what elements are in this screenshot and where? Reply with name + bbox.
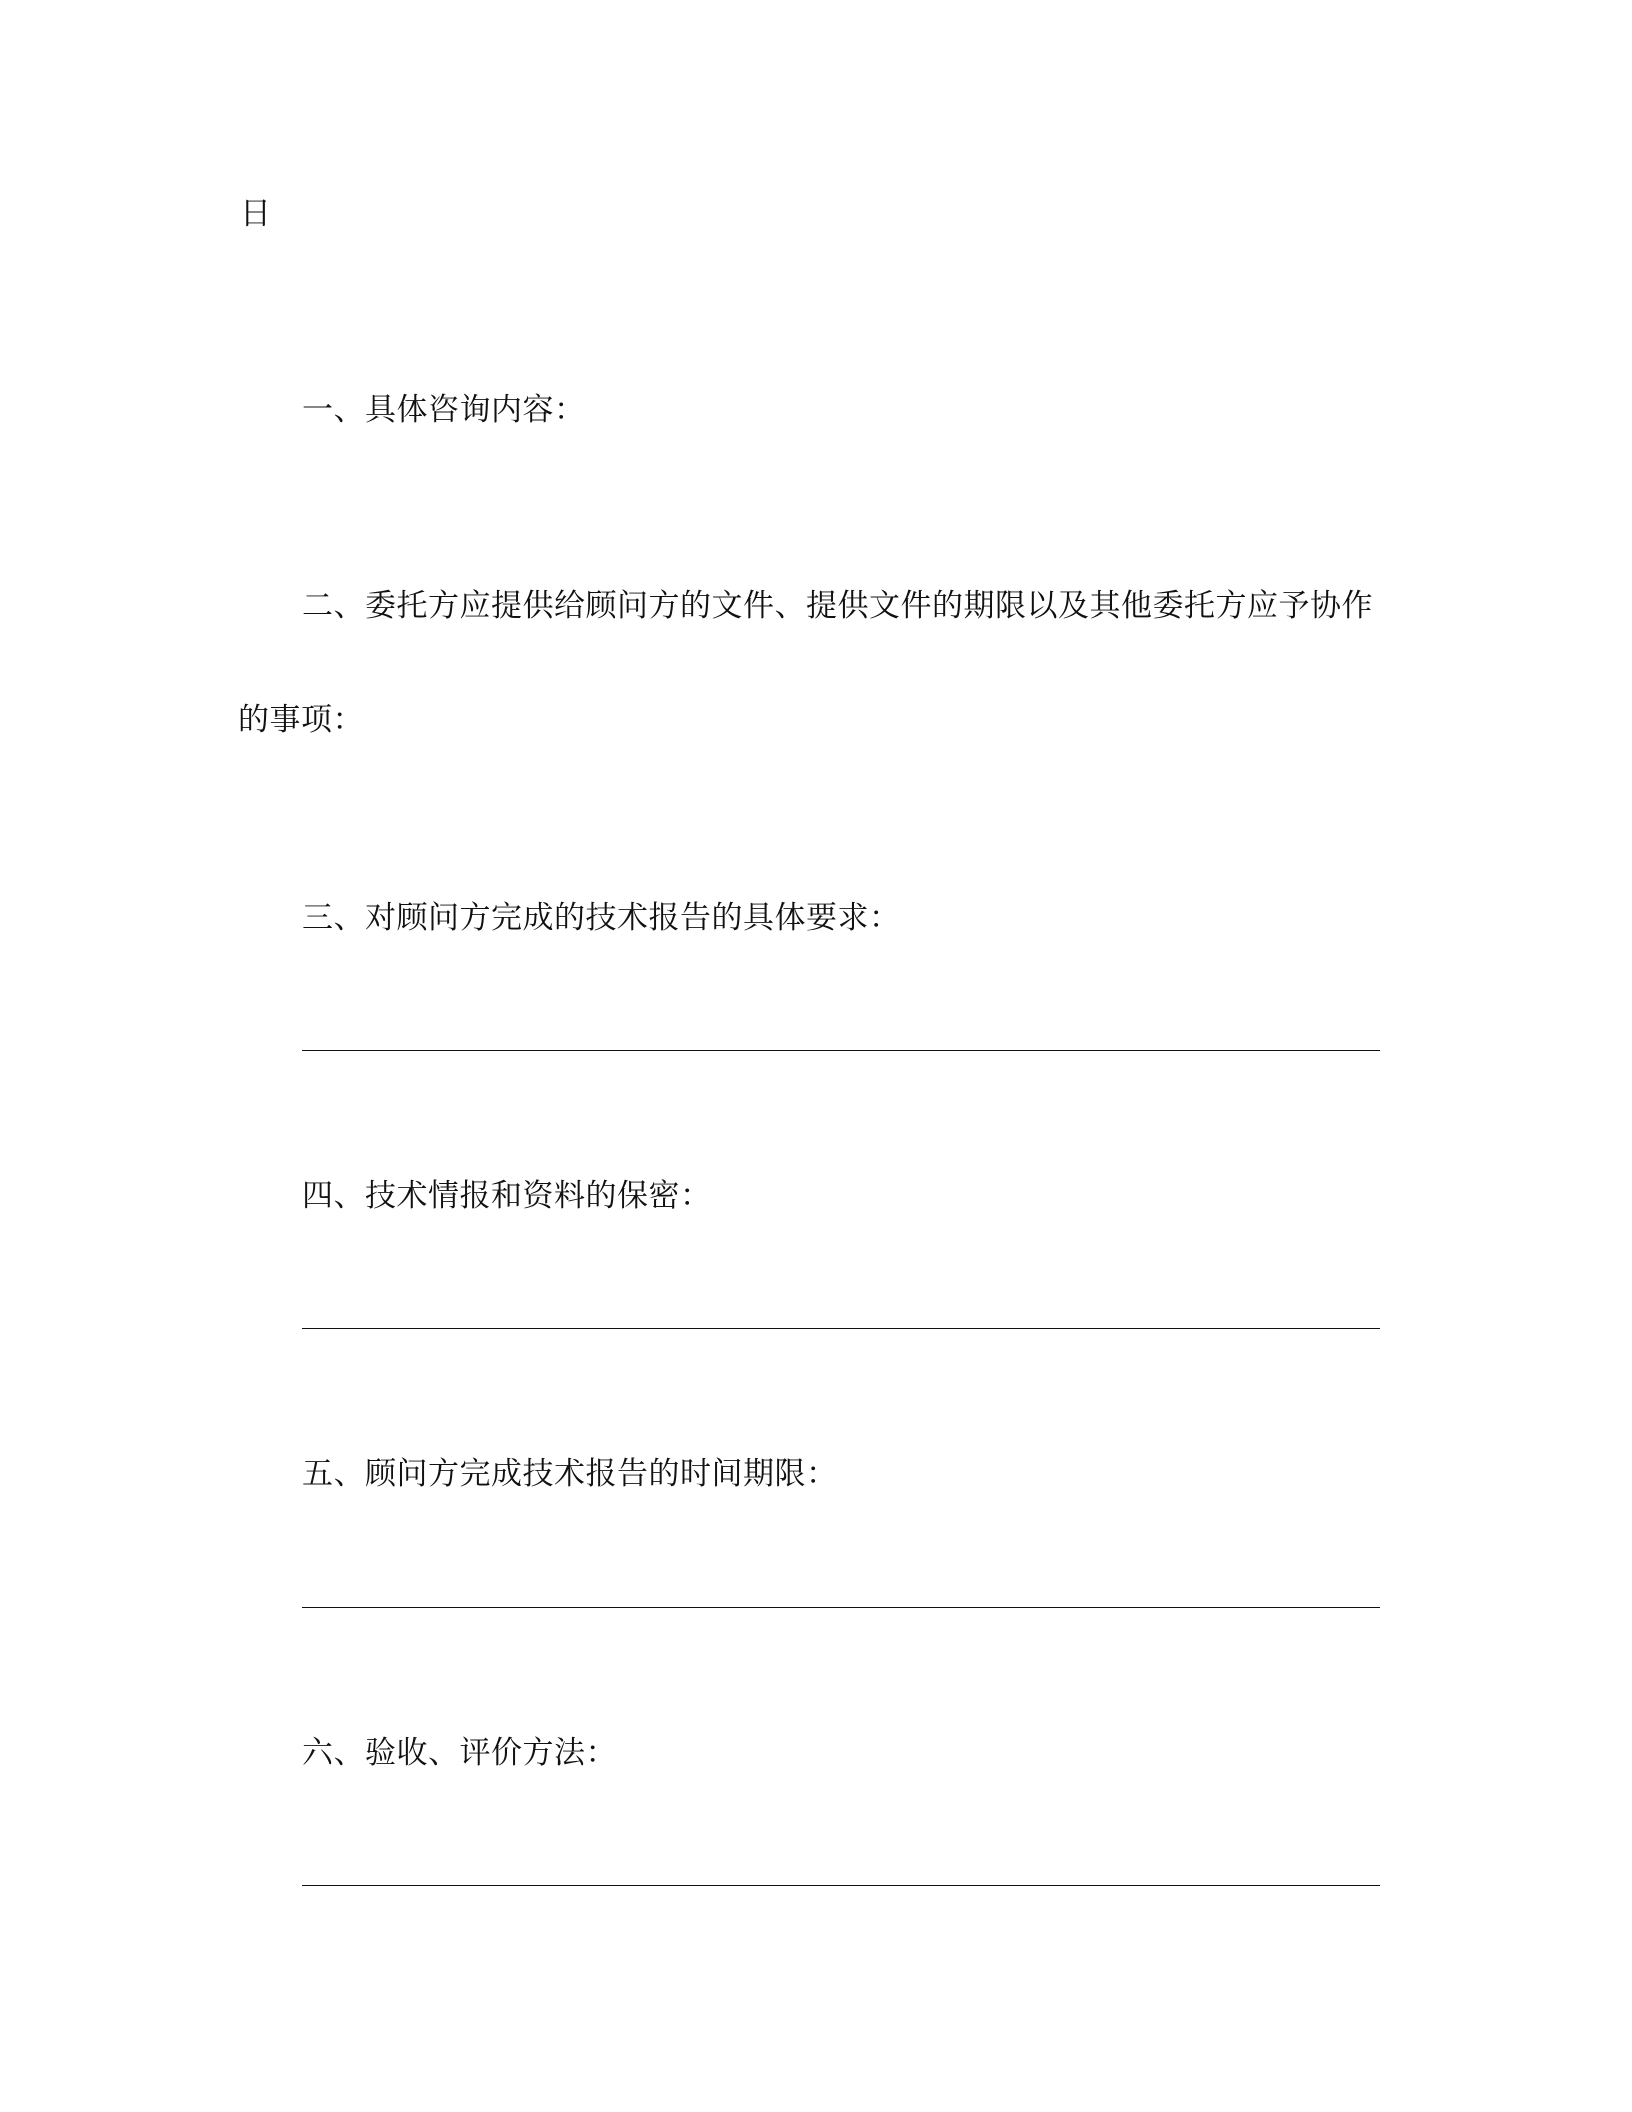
section-3-heading: 三、对顾问方完成的技术报告的具体要求： (302, 900, 901, 936)
section-4-blank-line (302, 1328, 1380, 1329)
section-5-blank-line (302, 1607, 1380, 1608)
section-3-blank-line (302, 1050, 1380, 1051)
section-4-heading: 四、技术情报和资料的保密： (302, 1178, 712, 1214)
section-1-heading: 一、具体咨询内容： (302, 392, 586, 428)
section-6-blank-line (302, 1885, 1380, 1886)
section-6-heading: 六、验收、评价方法： (302, 1735, 617, 1771)
section-2-heading-line1: 二、委托方应提供给顾问方的文件、提供文件的期限以及其他委托方应予协作 (302, 588, 1373, 624)
section-5-heading: 五、顾问方完成技术报告的时间期限： (302, 1456, 838, 1492)
section-2-heading-line2: 的事项： (238, 702, 364, 738)
top-fragment-text: 日 (240, 196, 272, 232)
